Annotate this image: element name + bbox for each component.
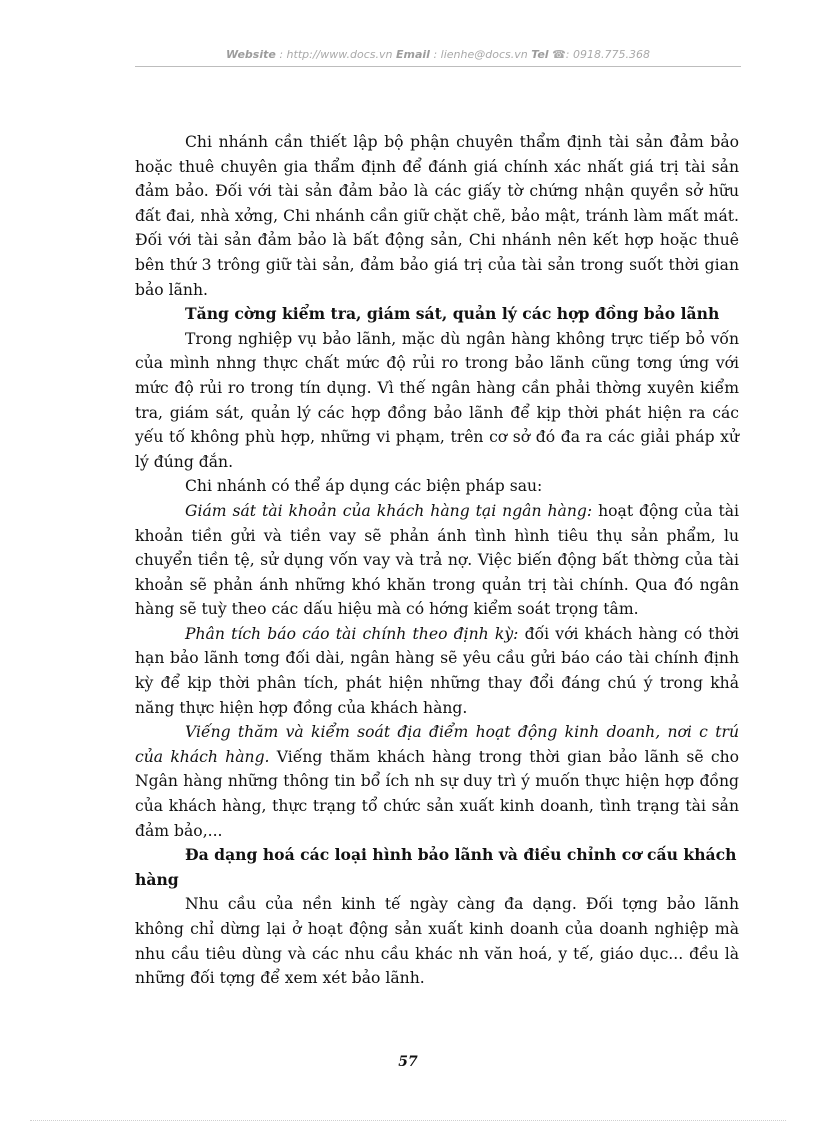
paragraph	[135, 720, 739, 843]
section-heading: Đa dạng hoá các loại hình bảo lãnh và điều chỉnh cơ cấu khách hàng	[135, 845, 737, 889]
page-body	[135, 130, 739, 991]
measure-text: hoạt động của tài khoản tiền gửi và tiền vay sẽ phản ánh tình hình tiêu thụ sản phẩm, lu chuyển tiền tệ, sử dụng vốn vay và trả nợ. Việc biến động bất thờng của tài khoản sẽ phản ánh những khó khăn trong quản trị tài chính. Qua đó ngân hàng sẽ tuỳ theo các dấu hiệu mà có hớng kiểm soát trọng tâm.	[135, 501, 740, 619]
footer-divider	[30, 1120, 786, 1121]
paragraph	[135, 622, 739, 720]
paragraph: Nhu cầu của nền kinh tế ngày càng đa dạng. Đối tợng bảo lãnh không chỉ dừng lại ở hoạt động sản xuất kinh doanh của doanh nghiệp mà nhu cầu tiêu dùng và các nhu cầu khác nh văn hoá, y tế, giáo dục... đều là những đối tợng để xem xét bảo lãnh.	[135, 895, 739, 988]
header-divider	[135, 66, 741, 67]
page-header	[135, 48, 741, 61]
measure-text: đối với khách hàng có thời hạn bảo lãnh tơng đối dài, ngân hàng sẽ yêu cầu gửi báo cáo tài chính định kỳ để kịp thời phân tích, phát hiện những thay đổi đáng chú ý trong khả năng thực hiện hợp đồng của khách hàng.	[135, 624, 739, 717]
section-heading: Tăng cờng kiểm tra, giám sát, quản lý các hợp đồng bảo lãnh	[185, 304, 720, 324]
website-value: : http://www.docs.vn	[279, 48, 393, 61]
measure-text: Viếng thăm khách hàng trong thời gian bảo lãnh sẽ cho Ngân hàng những thông tin bổ ích nh sự duy trì ý muốn thực hiện hợp đồng của khách hàng, thực trạng tổ chức sản xuất kinh doanh, tình trạng tài sản đảm bảo,...	[135, 747, 739, 840]
page-number: 57	[398, 1054, 418, 1070]
tel-value: : 0918.775.368	[565, 48, 650, 61]
measure-title: Phân tích báo cáo tài chính theo định kỳ:	[185, 624, 519, 643]
phone-icon: ☎	[552, 48, 566, 61]
email-value: : lienhe@docs.vn	[433, 48, 528, 61]
email-label: Email	[396, 48, 430, 61]
paragraph: Trong nghiệp vụ bảo lãnh, mặc dù ngân hàng không trực tiếp bỏ vốn của mình nhng thực chất mức độ rủi ro trong bảo lãnh cũng tơng ứng với mức độ rủi ro trong tín dụng. Vì thế ngân hàng cần phải thờng xuyên kiểm tra, giám sát, quản lý các hợp đồng bảo lãnh để kịp thời phát hiện ra các yếu tố không phù hợp, những vi phạm, trên cơ sở đó đa ra các giải pháp xử lý đúng đắn.	[135, 329, 739, 471]
paragraph	[135, 499, 739, 622]
paragraph: Chi nhánh có thể áp dụng các biện pháp sau:	[185, 477, 543, 496]
tel-label: Tel	[531, 48, 549, 61]
measure-title: Giám sát tài khoản của khách hàng tại ngân hàng:	[185, 501, 593, 520]
paragraph: Chi nhánh cần thiết lập bộ phận chuyên thẩm định tài sản đảm bảo hoặc thuê chuyên gia thẩm định để đánh giá chính xác nhất giá trị tài sản đảm bảo. Đối với tài sản đảm bảo là các giấy tờ chứng nhận quyền sở hữu đất đai, nhà xởng, Chi nhánh cần giữ chặt chẽ, bảo mật, tránh làm mất mát. Đối với tài sản đảm bảo là bất động sản, Chi nhánh nên kết hợp hoặc thuê bên thứ 3 trông giữ tài sản, đảm bảo giá trị của tài sản trong suốt thời gian bảo lãnh.	[135, 133, 739, 299]
website-label: Website	[226, 48, 276, 61]
measure-title: Viếng thăm và kiểm soát địa điểm hoạt động kinh doanh, nơi c trú của khách hàng.	[135, 723, 739, 766]
